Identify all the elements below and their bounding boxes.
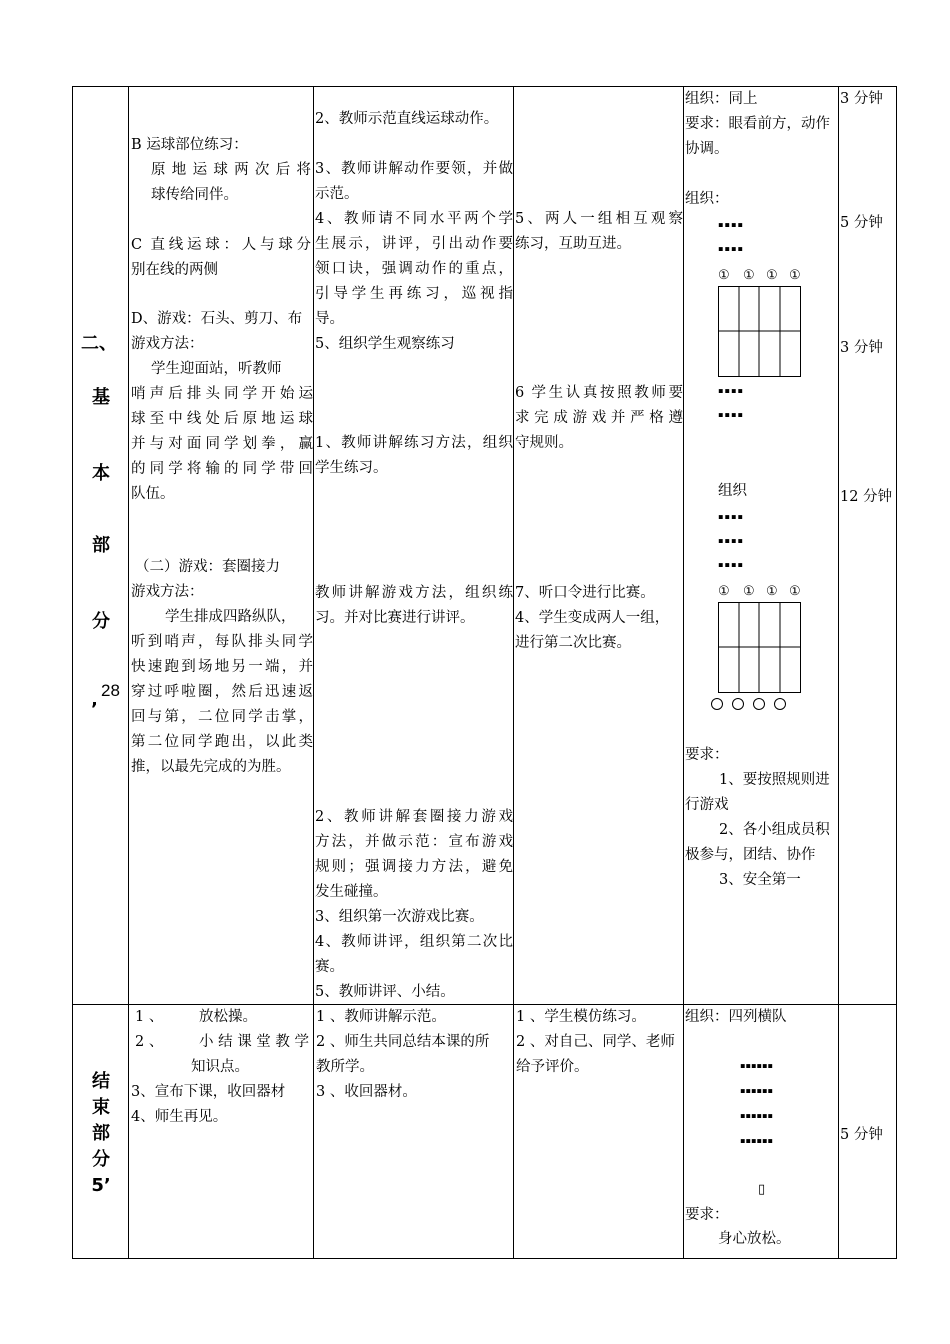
teacher-line: 4、教师请不同水平两个学 <box>315 211 513 227</box>
content-line: 放松操。 <box>199 1009 257 1025</box>
teacher-line: 5、教师讲评、小结。 <box>315 984 455 1000</box>
org-line: 组织：同上 <box>685 91 758 107</box>
student-line: 1 、学生模仿练习。 <box>516 1009 646 1025</box>
teacher-line: 引导学生再练习，巡视指 <box>315 286 513 302</box>
basic-teacher-cell <box>314 87 514 1005</box>
teacher-line: 3、教师讲解动作要领，并做 <box>315 161 513 177</box>
teacher-line: 5、组织学生观察练习 <box>315 336 455 352</box>
content-line: （二）游戏：套圈接力 <box>135 559 280 575</box>
content-line: 游戏方法： <box>131 584 204 600</box>
student-line: 进行第二次比赛。 <box>515 635 631 651</box>
teacher-position-icon: ▯ <box>758 1182 766 1197</box>
player-row: ￭￭￭￭￭￭ <box>740 1060 773 1073</box>
marker-3: ① <box>766 268 778 283</box>
section-title-line: 基 <box>92 387 110 408</box>
content-number: 1 、 <box>135 1009 164 1025</box>
time-value: 5 分钟 <box>840 1127 883 1143</box>
req-line: 极参与，团结、协作 <box>685 847 816 863</box>
teacher-line: 方法，并做示范：宣布游戏 <box>315 834 513 850</box>
player-row: ￭￭￭￭ <box>718 559 744 572</box>
content-number: 2 、 <box>135 1034 164 1050</box>
hoop-icon <box>711 698 723 710</box>
student-line: 7、听口令进行比赛。 <box>515 585 655 601</box>
content-line: 学生排成四路纵队， <box>165 609 296 625</box>
player-row: ￭￭￭￭ <box>718 243 744 256</box>
hoop-icon <box>732 698 744 710</box>
student-line: 守规则。 <box>515 435 573 451</box>
section-title-line: 结 <box>92 1071 110 1092</box>
lesson-plan-table <box>72 86 897 1259</box>
marker-4: ① <box>789 584 801 599</box>
content-line: 回与第，二位同学击掌， <box>131 709 313 725</box>
req-line: 身心放松。 <box>718 1231 791 1247</box>
content-line: 3、宣布下课，收回器材 <box>131 1084 286 1100</box>
content-line: 听到哨声，每队排头同学 <box>131 634 313 650</box>
teacher-line: 学生练习。 <box>315 460 388 476</box>
field-grid-1 <box>718 286 800 377</box>
section-title-line: 本 <box>92 463 110 484</box>
content-line: C 直线运球：人与球分 <box>131 237 311 253</box>
hoop-icon <box>753 698 765 710</box>
section-title-line: 分 <box>92 611 110 632</box>
content-line: 快速跑到场地另一端，并 <box>131 659 313 675</box>
content-line: 并与对面同学划拳，赢 <box>131 436 313 452</box>
content-line: 队伍。 <box>131 486 175 502</box>
content-line: 推，以最先完成的为胜。 <box>131 759 291 775</box>
ending-content-cell <box>129 1005 314 1259</box>
player-row: ￭￭￭￭ <box>718 535 744 548</box>
content-line: 别在线的两侧 <box>131 262 218 278</box>
teacher-line: 领口诀，强调动作的重点， <box>315 261 513 277</box>
player-row: ￭￭￭￭￭￭ <box>740 1110 773 1123</box>
req-title: 要求： <box>685 1207 729 1223</box>
content-line: 穿过呼啦圈，然后迅速返 <box>131 684 313 700</box>
teacher-line: 生展示，讲评，引出动作要 <box>315 236 513 252</box>
student-line: 5、两人一组相互观察 <box>515 211 683 227</box>
req-line: 2、各小组成员积 <box>719 822 830 838</box>
content-line: 球至中线处后原地运球 <box>131 411 313 427</box>
ending-organization-cell <box>684 1005 839 1259</box>
content-line: 学生迎面站，听教师 <box>151 361 282 377</box>
teacher-line: 规则；强调接力方法，避免 <box>315 859 513 875</box>
teacher-line: 4、教师讲评，组织第二次比 <box>315 934 513 950</box>
req-line: 行游戏 <box>685 797 729 813</box>
time-value: 3 分钟 <box>840 340 883 356</box>
req-line: 3、安全第一 <box>719 872 801 888</box>
content-line: 原地运球两次后将 <box>151 162 311 178</box>
teacher-line: 导。 <box>315 311 344 327</box>
teacher-line: 赛。 <box>315 959 344 975</box>
student-line: 6 学生认真按照教师要 <box>515 385 683 401</box>
basic-organization-cell <box>684 87 839 1005</box>
content-line: 知识点。 <box>191 1059 249 1075</box>
marker-4: ① <box>789 268 801 283</box>
content-line: 小结课堂教学 <box>199 1034 309 1050</box>
content-line: D、游戏：石头、剪刀、布 <box>131 311 303 327</box>
player-row: ￭￭￭￭￭￭ <box>740 1135 773 1148</box>
org-line: 协调。 <box>685 141 729 157</box>
time-value: 3 分钟 <box>840 91 883 107</box>
org-label: 组织： <box>685 191 729 207</box>
ending-time-cell <box>839 1005 897 1259</box>
teacher-line: 发生碰撞。 <box>315 884 388 900</box>
time-value: 5 分钟 <box>840 215 883 231</box>
teacher-line: 1、教师讲解练习方法，组织 <box>315 435 513 451</box>
content-line: 第二位同学跑出，以此类 <box>131 734 313 750</box>
teacher-line: 示范。 <box>315 186 359 202</box>
ending-student-cell <box>514 1005 684 1259</box>
section-title-line: 束 <box>92 1097 110 1118</box>
basic-time-cell <box>839 87 897 1005</box>
ending-teacher-cell <box>314 1005 514 1259</box>
content-line: 4、师生再见。 <box>131 1109 228 1125</box>
section-title-line: 部 <box>92 535 110 556</box>
org-label-2: 组织 <box>718 483 747 499</box>
student-line: 练习，互助互进。 <box>515 236 631 252</box>
section-duration: 28 <box>101 681 120 700</box>
req-title: 要求： <box>685 747 729 763</box>
time-value: 12 分钟 <box>840 489 893 505</box>
marker-1: ① <box>718 268 730 283</box>
teacher-line: 3 、收回器材。 <box>316 1084 417 1100</box>
marker-2: ① <box>743 268 755 283</box>
marker-3: ① <box>766 584 778 599</box>
section-title-line: 部 <box>92 1123 110 1144</box>
org-title: 组织：四列横队 <box>685 1009 787 1025</box>
content-line: 的同学将输的同学带回 <box>131 461 313 477</box>
basic-section-row <box>73 87 897 1005</box>
content-line: 游戏方法： <box>131 336 204 352</box>
ending-section-row <box>73 1005 897 1259</box>
player-row: ￭￭￭￭ <box>718 409 744 422</box>
player-row: ￭￭￭￭￭￭ <box>740 1085 773 1098</box>
marker-1: ① <box>718 584 730 599</box>
section-title-line: 二、 <box>81 333 117 354</box>
content-line: B 运球部位练习： <box>131 137 248 153</box>
req-line: 1、要按照规则进 <box>719 772 830 788</box>
teacher-line: 1 、教师讲解示范。 <box>316 1009 446 1025</box>
hoop-icon <box>774 698 786 710</box>
teacher-line: 教所学。 <box>316 1059 374 1075</box>
teacher-line: 2、教师示范直线运球动作。 <box>315 111 499 127</box>
teacher-line: 习。并对比赛进行讲评。 <box>315 610 475 626</box>
teacher-line: 教师讲解游戏方法，组织练 <box>315 585 513 601</box>
player-row: ￭￭￭￭ <box>718 219 744 232</box>
teacher-line: 2 、师生共同总结本课的所 <box>316 1034 490 1050</box>
content-line: 球传给同伴。 <box>151 187 238 203</box>
org-line: 要求：眼看前方，动作 <box>685 116 830 132</box>
marker-2: ① <box>743 584 755 599</box>
section-title-line: 5’ <box>91 1175 111 1196</box>
field-grid-2 <box>718 602 800 693</box>
student-line: 给予评价。 <box>516 1059 589 1075</box>
basic-content-cell <box>129 87 314 1005</box>
player-row: ￭￭￭￭ <box>718 385 744 398</box>
basic-student-cell <box>514 87 684 1005</box>
basic-section-title-cell <box>73 87 129 1005</box>
ending-section-title-cell <box>73 1005 129 1259</box>
teacher-line: 3、组织第一次游戏比赛。 <box>315 909 484 925</box>
student-line: 2 、对自己、同学、老师 <box>516 1034 675 1050</box>
content-line: 哨声后排头同学开始运 <box>131 386 313 402</box>
student-line: 求完成游戏并严格遵 <box>515 410 683 426</box>
player-row: ￭￭￭￭ <box>718 511 744 524</box>
student-line: 4、学生变成两人一组， <box>515 610 670 626</box>
teacher-line: 2、教师讲解套圈接力游戏 <box>315 809 513 825</box>
section-duration-mark: ’ <box>91 699 98 720</box>
section-title-line: 分 <box>92 1149 110 1170</box>
